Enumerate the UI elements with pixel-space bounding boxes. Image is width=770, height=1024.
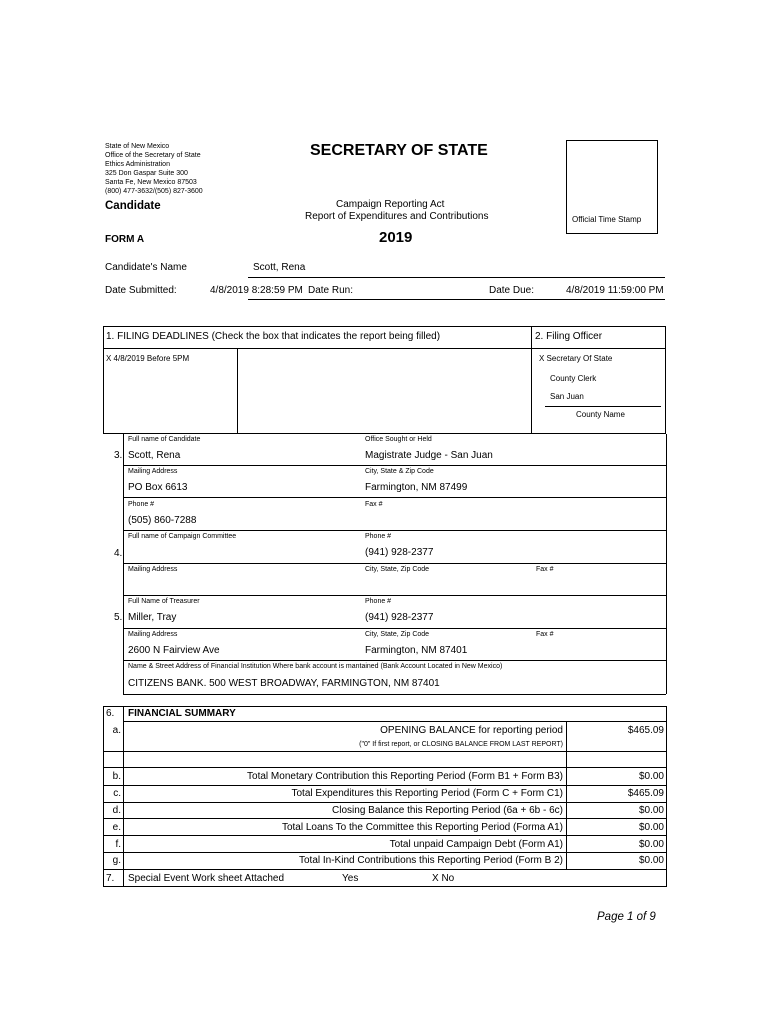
- report-title: Report of Expenditures and Contributions: [305, 211, 489, 222]
- row-g-label: Total In-Kind Contributions this Reporting Period (Form B 2): [298, 855, 563, 866]
- committee-phone-label: Phone #: [365, 533, 392, 540]
- agency-line-5: Santa Fe, New Mexico 87503: [105, 179, 197, 186]
- committee-fax-label: Fax #: [536, 566, 554, 573]
- special-event-no: X No: [432, 873, 455, 884]
- row-c-letter: c.: [113, 788, 121, 799]
- agency-line-1: State of New Mexico: [105, 143, 170, 150]
- candidate-mail: PO Box 6613: [128, 482, 188, 493]
- row-f-value: $0.00: [638, 839, 664, 850]
- row-d-label: Closing Balance this Reporting Period (6a + 6b - 6c): [332, 805, 563, 816]
- agency-line-2: Office of the Secretary of State: [105, 152, 201, 159]
- candidate-full-name: Scott, Rena: [128, 450, 181, 461]
- section-3-number: 3.: [114, 450, 123, 461]
- treasurer-name-label: Full Name of Treasurer: [128, 598, 200, 605]
- committee-phone: (941) 928-2377: [365, 547, 434, 558]
- row-g-value: $0.00: [638, 855, 664, 866]
- row-a-value: $465.09: [627, 725, 664, 736]
- officer-county-clerk: County Clerk: [550, 374, 597, 383]
- special-event-yes: Yes: [342, 873, 359, 884]
- treasurer-city: Farmington, NM 87401: [365, 645, 468, 656]
- treasurer-name: Miller, Tray: [128, 612, 177, 623]
- agency-line-6: (800) 477-3632/(505) 827-3600: [105, 188, 203, 195]
- candidate-heading: Candidate: [105, 200, 161, 212]
- date-due-label: Date Due:: [489, 285, 535, 296]
- row-d-letter: d.: [112, 805, 121, 816]
- candidate-fax-label: Fax #: [365, 501, 383, 508]
- row-b-letter: b.: [112, 771, 121, 782]
- deadline-checked: X 4/8/2019 Before 5PM: [106, 354, 190, 363]
- row-g-letter: g.: [112, 855, 121, 866]
- row-a-label: OPENING BALANCE for reporting period: [380, 725, 563, 736]
- row-b-label: Total Monetary Contribution this Reporting Period (Form B1 + Form B3): [247, 771, 563, 782]
- row-a-letter: a.: [112, 725, 121, 736]
- candidate-name-label: Candidate's Name: [105, 262, 187, 273]
- county-name-label: County Name: [576, 410, 625, 419]
- financial-summary-title: FINANCIAL SUMMARY: [128, 708, 236, 719]
- date-submitted-label: Date Submitted:: [105, 285, 177, 296]
- bank-label: Name & Street Address of Financial Institution Where bank account is mantained (Bank Account Located in New Mexico): [128, 663, 503, 670]
- row-f-label: Total unpaid Campaign Debt (Form A1): [389, 839, 563, 850]
- row-b-value: $0.00: [638, 771, 664, 782]
- county-value: San Juan: [550, 392, 584, 401]
- candidate-name-value: Scott, Rena: [253, 262, 306, 273]
- filing-deadlines-title: 1. FILING DEADLINES (Check the box that indicates the report being filled): [106, 331, 441, 342]
- committee-city-label: City, State, Zip Code: [365, 566, 430, 573]
- candidate-city-label: City, State & Zip Code: [365, 468, 434, 475]
- row-e-value: $0.00: [638, 822, 664, 833]
- special-event-label: Special Event Work sheet Attached: [128, 873, 285, 884]
- section-4-number: 4.: [114, 548, 123, 559]
- treasurer-mail-label: Mailing Address: [128, 631, 178, 638]
- treasurer-city-label: City, State, Zip Code: [365, 631, 430, 638]
- report-year: 2019: [379, 229, 413, 246]
- row-e-letter: e.: [112, 822, 121, 833]
- date-due-value: 4/8/2019 11:59:00 PM: [566, 285, 664, 296]
- office-label: Office Sought or Held: [365, 436, 432, 443]
- filing-officer-title: 2. Filing Officer: [535, 331, 603, 342]
- row-d-value: $0.00: [638, 805, 664, 816]
- row-c-value: $465.09: [627, 788, 664, 799]
- page-title: SECRETARY OF STATE: [310, 142, 488, 159]
- date-submitted-value: 4/8/2019 8:28:59 PM: [210, 285, 303, 296]
- candidate-phone: (505) 860-7288: [128, 515, 197, 526]
- agency-line-4: 325 Don Gaspar Suite 300: [105, 170, 188, 177]
- row-e-label: Total Loans To the Committee this Reporting Period (Forma A1): [281, 822, 563, 833]
- candidate-phone-label: Phone #: [128, 501, 155, 508]
- officer-secretary: X Secretary Of State: [539, 354, 613, 363]
- time-stamp-label: Official Time Stamp: [572, 215, 642, 224]
- treasurer-mail: 2600 N Fairview Ave: [128, 645, 220, 656]
- section-5-number: 5.: [114, 612, 123, 623]
- office-value: Magistrate Judge - San Juan: [365, 450, 493, 461]
- treasurer-phone-label: Phone #: [365, 598, 392, 605]
- committee-mail-label: Mailing Address: [128, 566, 178, 573]
- treasurer-fax-label: Fax #: [536, 631, 554, 638]
- committee-name-label: Full name of Campaign Committee: [128, 533, 237, 540]
- candidate-mail-label: Mailing Address: [128, 468, 178, 475]
- candidate-city: Farmington, NM 87499: [365, 482, 468, 493]
- section-7-number: 7.: [106, 873, 115, 884]
- row-f-letter: f.: [115, 839, 121, 850]
- treasurer-phone: (941) 928-2377: [365, 612, 434, 623]
- form-label: FORM A: [105, 234, 145, 245]
- agency-line-3: Ethics Administration: [105, 161, 170, 168]
- act-title: Campaign Reporting Act: [336, 199, 445, 210]
- row-c-label: Total Expenditures this Reporting Period (Form C + Form C1): [291, 788, 563, 799]
- section-6-number: 6.: [106, 708, 115, 719]
- page-number: Page 1 of 9: [597, 911, 656, 923]
- opening-balance-note: ("0" If first report, or CLOSING BALANCE FROM LAST REPORT): [359, 741, 563, 748]
- candidate-full-name-label: Full name of Candidate: [128, 436, 201, 443]
- date-run-label: Date Run:: [308, 285, 354, 296]
- bank-value: CITIZENS BANK. 500 WEST BROADWAY, FARMINGTON, NM 87401: [128, 678, 440, 689]
